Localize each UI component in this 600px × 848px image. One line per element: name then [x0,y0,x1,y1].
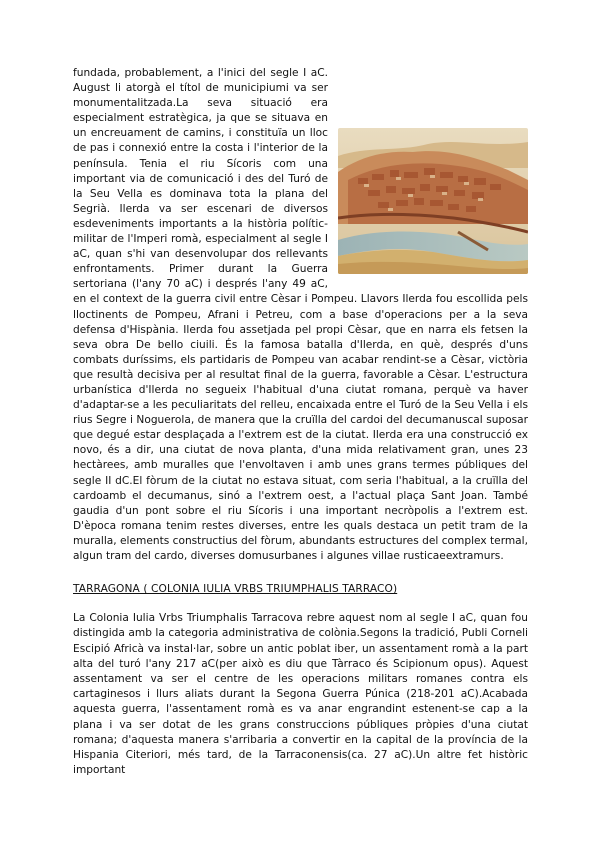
roman-city-painting [338,128,528,274]
ilerda-text: fundada, probablement, a l'inici del segle I aC. August li atorgà el títol de municipiumi va ser monumentalitzada.La seva situació era especialment estratègica, ja que se situava en un encreuament de camins, i constituïa un lloc de pas i connexió entre la costa i l'interior de la península. Tenia el riu Sícoris com una important via de comunicació i des del Turó de la Seu Vella es dominava tota la plana del Segrià. Ilerda va ser escenari de diversos esdeveniments importants a la història polític-militar de l'Imperi romà, especialment al segle I aC, quan s'hi van desenvolupar dos rellevants enfrontaments. Primer durant la Guerra sertoriana (l'any 70 aC) i després l'any 49 aC, en el context de la guerra civil entre Cèsar i Pompeu. Llavors Ilerda fou escollida pels lloctinents de Pompeu, Afrani i Petreu, com a base d'operacions per a la seva defensa d'Hispània. Ilerda fou assetjada pel propi Cèsar, que en narra els fetsen la seva obra De bello ciuili. És la famosa batalla d'Ilerda, en què, després d'uns combats duríssims, els partidaris de Pompeu van acabar rendint-se a Cèsar, victòria que resultà decisiva per al resultat final de la guerra, favorable a Cèsar. L'estructura urbanística d'Ilerda no segueix l'habitual d'una ciutat romana, perquè va haver d'adaptar-se a les peculiaritats del relleu, encaixada entre el Turó de la Seu Vella i els rius Segre i Noguerola, de manera que la cruïlla del cardoi del decumanuscal suposar que degué estar desplaçada a l'extrem est de la ciutat. Ilerda era una construcció ex novo, és a dir, una ciutat de nova planta, d'una mida relativament gran, unes 23 hectàrees, amb muralles que l'envoltaven i amb unes grans termes públiques del segle II dC.El fòrum de la ciutat no estava situat, com seria l'habitual, a la cruïlla del cardoamb el decumanus, sinó a l'extrem oest, a l'actual plaça Sant Joan. També gaudia d'un pont sobre el riu Sícoris i una important necròpolis a l'extrem est. D'època romana tenim restes diverses, entre les quals destaca un petit tram de la muralla, elements constructius del fòrum, abundants estructures del complex termal, algun tram del cardo, diverses domusurbanes i algunes villae rusticaeextramurs. [73,67,528,562]
ilerda-section [73,66,528,564]
tarragona-text: La Colonia Iulia Vrbs Triumphalis Tarracova rebre aquest nom al segle I aC, quan fou distingida amb la categoria administrativa de colònia.Segons la tradició, Publi Corneli Escipió Africà va instal·lar, sobre un antic poblat iber, un assentament romà a la part alta del turó l'any 217 aC(per això es diu que Tàrraco és Scipionum opus). Aquest assentament va ser el centre de les operacions militars romanes contra els cartaginesos i llurs aliats durant la Segona Guerra Púnica (218-201 aC).Acabada aquesta guerra, l'assentament romà es va anar engrandint estenent-se cap a la plana i va ser dotat de les grans construccions públiques pròpies d'una ciutat romana; d'aquesta manera s'arribaria a convertir en la capital de la província de la Hispania Citeriori, més tard, de la Tarraconensis(ca. 27 aC).Un altre fet històric important [73,612,528,777]
ilerda-illustration [338,128,528,274]
document-page [73,66,528,778]
tarragona-heading: TARRAGONA ( COLONIA IULIA VRBS TRIUMPHALIS TARRACO) [73,583,398,596]
